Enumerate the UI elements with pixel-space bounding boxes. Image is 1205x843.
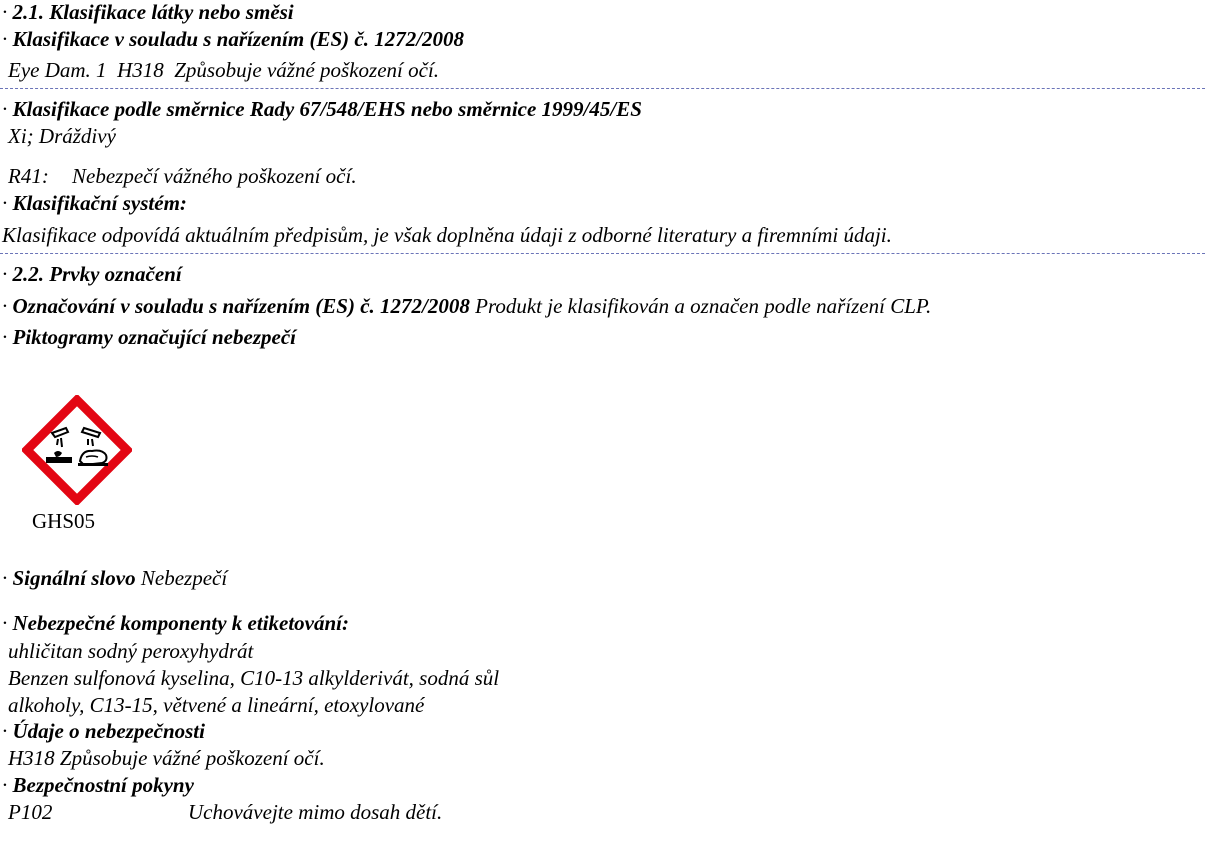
- clp-classification-entry: [8, 58, 439, 82]
- components-heading: · Nebezpečné komponenty k etiketování:: [2, 611, 350, 635]
- clp-hazard-code: H318: [117, 58, 164, 82]
- dsd-classification-class: Xi; Dráždivý: [8, 124, 116, 148]
- hazard-statement: H318 Způsobuje vážné poškození očí.: [8, 746, 325, 770]
- component-item: Benzen sulfonová kyselina, C10-13 alkylderivát, sodná sůl: [8, 666, 500, 690]
- labelling-text: Produkt je klasifikován a označen podle nařízení CLP.: [475, 294, 932, 318]
- classification-system-text: Klasifikace odpovídá aktuálním předpisům, je však doplněna údaji z odborné literatury a firemními údaji.: [2, 223, 892, 247]
- labelling-line: · Označování v souladu s nařízením (ES) č. 1272/2008 Produkt je klasifikován a označen podle nařízení CLP.: [2, 294, 932, 318]
- dsd-risk-code: R41:: [8, 164, 49, 188]
- precautionary-heading: · Bezpečnostní pokyny: [2, 773, 194, 797]
- dsd-risk-phrase: [8, 164, 357, 188]
- section-2-2-heading: · 2.2. Prvky označení: [2, 262, 182, 286]
- ghs05-corrosion-icon: [22, 395, 132, 505]
- pictogram-code: GHS05: [32, 509, 96, 533]
- classification-system-heading: · Klasifikační systém:: [2, 191, 187, 215]
- dsd-risk-text: Nebezpečí vážného poškození očí.: [72, 164, 357, 188]
- section-2-1-heading: · 2.1. Klasifikace látky nebo směsi: [2, 0, 294, 24]
- signal-word-value: Nebezpečí: [140, 566, 228, 590]
- separator: [0, 88, 1205, 89]
- signal-word-line: · Signální slovo Nebezpečí: [2, 566, 228, 590]
- pictograms-heading: · Piktogramy označující nebezpečí: [2, 325, 296, 349]
- signal-word-label: Signální slovo: [12, 566, 136, 590]
- precautionary-text: Uchovávejte mimo dosah dětí.: [188, 800, 443, 824]
- dsd-classification-heading: · Klasifikace podle směrnice Rady 67/548/EHS nebo směrnice 1999/45/ES: [2, 97, 642, 121]
- hazard-statements-heading: · Údaje o nebezpečnosti: [2, 719, 205, 743]
- clp-classification-heading: · Klasifikace v souladu s nařízením (ES) č. 1272/2008: [2, 27, 465, 51]
- labelling-heading: Označování v souladu s nařízením (ES) č. 1272/2008: [12, 294, 470, 318]
- component-item: uhličitan sodný peroxyhydrát: [8, 639, 254, 663]
- component-item: alkoholy, C13-15, větvené a lineární, etoxylované: [8, 693, 425, 717]
- precautionary-statement: [8, 800, 442, 824]
- clp-class: Eye Dam. 1: [8, 58, 107, 82]
- separator: [0, 253, 1205, 254]
- precautionary-code: P102: [8, 800, 53, 824]
- clp-hazard-text: Způsobuje vážné poškození očí.: [174, 58, 440, 82]
